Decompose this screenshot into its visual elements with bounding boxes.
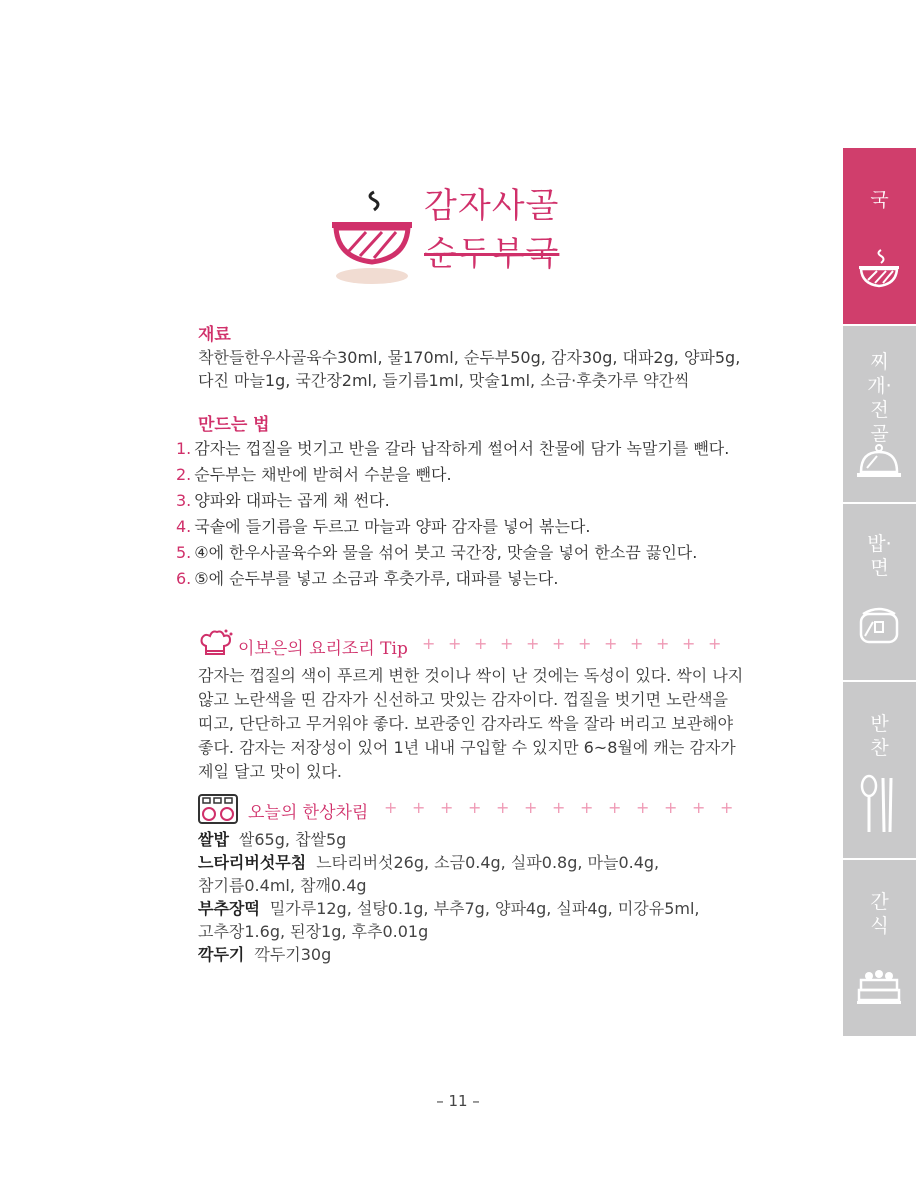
tab-label: 국 <box>870 189 889 211</box>
menu-item-continued <box>198 874 367 897</box>
tip-heading: 이보은의 요리조리 Tip <box>238 639 408 659</box>
tab-label: 밥·면 <box>867 533 892 579</box>
tip-line: 제일 달고 맛이 있다. <box>198 762 342 781</box>
menu-item <box>198 943 331 966</box>
plus-decoration: + <box>552 798 566 817</box>
tab-label: 찌개·전골 <box>867 351 892 445</box>
method-step <box>176 462 729 488</box>
menu-item-name: 쌀밥 <box>198 830 229 849</box>
menu-item-desc: 쌀65g, 찹쌀5g <box>238 830 347 849</box>
tab-side-dishes[interactable] <box>843 682 916 860</box>
tab-stew[interactable] <box>843 326 916 504</box>
plus-decoration: + <box>692 798 706 817</box>
plus-decoration: + <box>708 634 722 653</box>
plus-decoration: + <box>580 798 594 817</box>
bowl-icon <box>326 180 416 290</box>
title-line-1: 감자사골 <box>424 186 560 226</box>
menu-item-name: 느타리버섯무침 <box>198 853 307 872</box>
tab-label: 반찬 <box>870 713 889 759</box>
spoon-chopsticks-icon <box>855 774 903 834</box>
plus-decoration: + <box>636 798 650 817</box>
menu-header <box>198 792 738 826</box>
plus-decoration: + <box>630 634 644 653</box>
step-number: 3. <box>176 491 192 510</box>
step-text: 국솥에 들기름을 두르고 마늘과 양파 감자를 넣어 볶는다. <box>194 517 591 536</box>
step-number: 4. <box>176 517 192 536</box>
tip-line: 좋다. 감자는 저장성이 있어 1년 내내 구입할 수 있지만 6~8월에 캐는 감자가 <box>198 738 736 757</box>
recipe-title-block <box>326 170 566 290</box>
plus-decoration: + <box>552 634 566 653</box>
plus-decoration: + <box>720 798 734 817</box>
rice-cooker-icon <box>855 604 903 648</box>
menu-item-desc: 깍두기30g <box>254 945 332 964</box>
cake-icon <box>855 968 903 1008</box>
ingredients-line: 다진 마늘1g, 국간장2ml, 들기름1ml, 맛술1ml, 소금·후춧가루 약간씩 <box>198 371 690 390</box>
tip-line: 띠고, 단단하고 무거워야 좋다. 보관중인 감자라도 싹을 잘라 버리고 보관해야 <box>198 714 734 733</box>
menu-item-desc: 밀가루12g, 설탕0.1g, 부추7g, 양파4g, 실파4g, 미강유5ml, <box>269 899 700 918</box>
step-text: ④에 한우사골육수와 물을 섞어 붓고 국간장, 맛술을 넣어 한소끔 끓인다. <box>194 543 698 562</box>
step-text: 감자는 껍질을 벗기고 반을 갈라 납작하게 썰어서 찬물에 담가 녹말기를 뺀다. <box>194 439 730 458</box>
cloche-icon <box>855 442 903 482</box>
plus-decoration: + <box>604 634 618 653</box>
tip-line: 않고 노란색을 띤 감자가 신선하고 맛있는 감자이다. 껍질을 벗기면 노란색을 <box>198 690 728 709</box>
title-line-2: 순두부국 <box>424 234 560 274</box>
step-number: 1. <box>176 439 192 458</box>
method-heading: 만드는 법 <box>198 415 270 435</box>
page-number: – 11 – <box>436 1092 480 1110</box>
bowl-icon <box>855 248 903 292</box>
plus-decoration: + <box>682 634 696 653</box>
plus-decoration: + <box>524 798 538 817</box>
menu-heading: 오늘의 한상차림 <box>248 803 369 823</box>
table-setting-icon <box>198 794 238 824</box>
tab-snacks[interactable] <box>843 860 916 1038</box>
method-steps <box>176 436 729 592</box>
method-step <box>176 436 729 462</box>
plus-decoration: + <box>578 634 592 653</box>
plus-decoration: + <box>474 634 488 653</box>
menu-item <box>198 897 700 920</box>
step-number: 2. <box>176 465 192 484</box>
ingredients-line: 착한들한우사골육수30ml, 물170ml, 순두부50g, 감자30g, 대파2g, 양파5g, <box>198 348 741 367</box>
tab-soup[interactable] <box>843 148 916 326</box>
plus-decoration: + <box>496 798 510 817</box>
plus-decoration: + <box>664 798 678 817</box>
step-text: ⑤에 순두부를 넣고 소금과 후춧가루, 대파를 넣는다. <box>194 569 559 588</box>
method-step <box>176 540 729 566</box>
tip-header <box>198 628 738 662</box>
method-step <box>176 488 729 514</box>
menu-item <box>198 851 659 874</box>
plus-decoration: + <box>656 634 670 653</box>
menu-item-continued <box>198 920 428 943</box>
plus-decoration: + <box>448 634 462 653</box>
plus-decoration: + <box>608 798 622 817</box>
tab-label: 간식 <box>870 891 889 937</box>
step-number: 5. <box>176 543 192 562</box>
plus-decoration: + <box>412 798 426 817</box>
ingredients-heading: 재료 <box>198 325 231 345</box>
menu-item-name: 깍두기 <box>198 945 245 964</box>
plus-decoration: + <box>384 798 398 817</box>
plus-decoration: + <box>422 634 436 653</box>
step-number: 6. <box>176 569 192 588</box>
step-text: 양파와 대파는 곱게 채 썬다. <box>194 491 390 510</box>
method-step <box>176 514 729 540</box>
menu-item-name: 부추장떡 <box>198 899 260 918</box>
method-step <box>176 566 729 592</box>
chef-hat-icon <box>198 628 234 662</box>
step-text: 순두부는 채반에 받혀서 수분을 뺀다. <box>194 465 452 484</box>
menu-item-desc: 참기름0.4ml, 참깨0.4g <box>198 876 367 895</box>
plus-decoration: + <box>440 798 454 817</box>
menu-item-desc: 느타리버섯26g, 소금0.4g, 실파0.8g, 마늘0.4g, <box>316 853 660 872</box>
menu-item <box>198 828 346 851</box>
category-sidebar <box>843 148 916 1038</box>
plus-decoration: + <box>468 798 482 817</box>
tab-rice-noodles[interactable] <box>843 504 916 682</box>
plus-decoration: + <box>526 634 540 653</box>
menu-item-desc: 고추장1.6g, 된장1g, 후추0.01g <box>198 922 429 941</box>
plus-decoration: + <box>500 634 514 653</box>
tip-line: 감자는 껍질의 색이 푸르게 변한 것이나 싹이 난 것에는 독성이 있다. 싹이 나지 <box>198 666 744 685</box>
